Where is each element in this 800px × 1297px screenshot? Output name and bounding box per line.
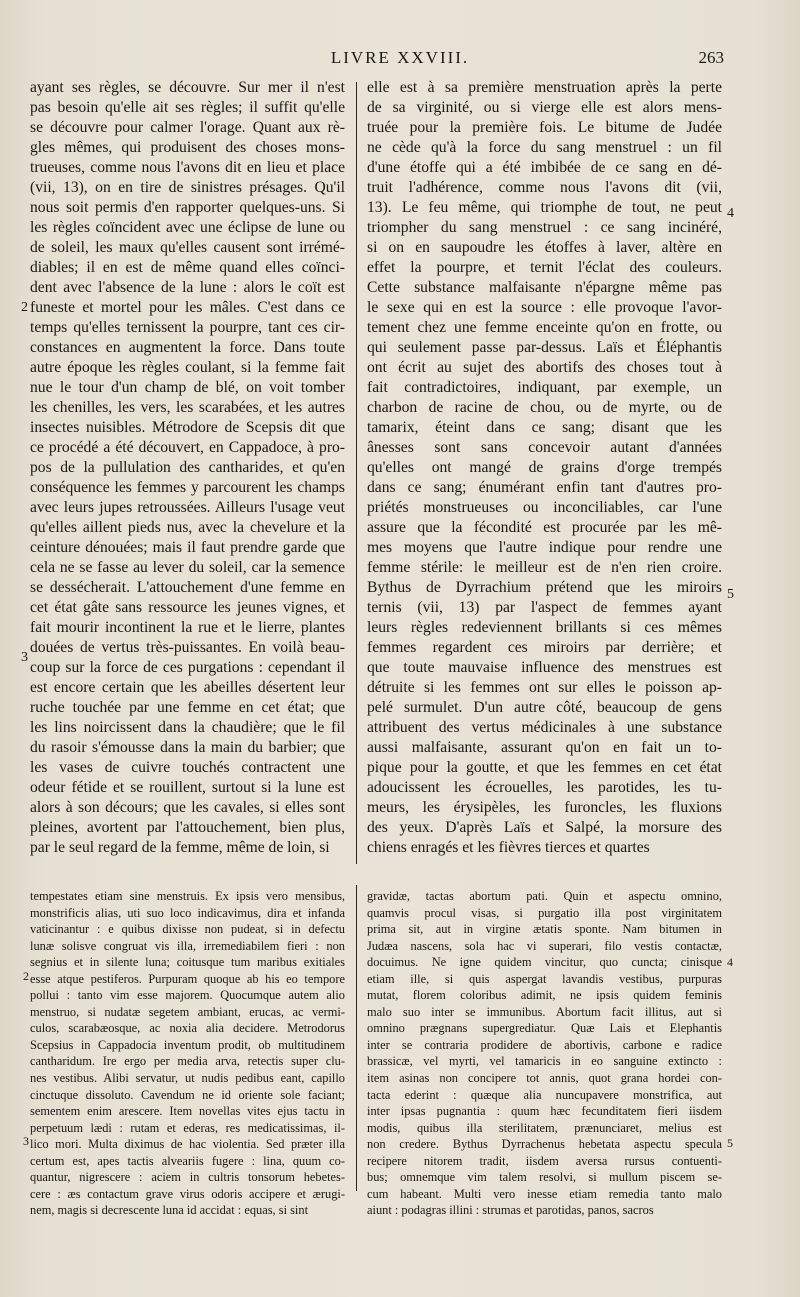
text-line: assure que la fécondité est procurée par les mê- (367, 519, 722, 536)
text-line: ce procédé a été découvert, en Cappadoce, à pro- (30, 439, 345, 456)
text-line: d'une étoffe qui a été imbibée de ce sang en dé- (367, 159, 722, 176)
text-line: menstruo, si nudatæ segetem ambiant, erucas, ac vermi- (30, 1004, 345, 1019)
text-line: cinctuque dissoluto. Cavendum ne id oriente sole faciant; (30, 1087, 345, 1102)
text-line: mutat, florem coloribus adimit, ne ipsis quidem feminis (367, 988, 722, 1003)
text-line: non credere. Bythus Dyrrachenus hebetata aspectu specula (367, 1137, 722, 1152)
text-line: avec leurs jupes retroussées. Ailleurs l'usage veut (30, 499, 345, 516)
section-marker-2: 2 (21, 300, 28, 315)
text-line: attribuent des vertus médicinales à une substance (367, 719, 722, 736)
text-line: monstrificis alias, uti suo loco indicavimus, dira et infanda (30, 905, 345, 920)
text-line: quamvis procul visas, si purgatio illa post virginitatem (367, 905, 722, 920)
text-line: perpetuum lædi : rutam et ederas, res medicatissimas, il- (30, 1120, 345, 1135)
text-line: leurs règles redeviennent brillants si ces mêmes (367, 619, 722, 636)
page-number: 263 (698, 48, 724, 67)
text-line: recipere nitorem tradit, iisdem aversa rursus contuenti- (367, 1153, 722, 1168)
latin-text-right-column (367, 888, 722, 1219)
text-line: 13). Le feu même, qui triomphe de tout, ne peut (367, 199, 722, 216)
text-line: pos de la pullulation des cantharides, et qu'en (30, 459, 345, 476)
section-marker-5: 5 (727, 587, 734, 602)
latin-section-marker-4: 4 (727, 955, 733, 969)
text-line: triompher du sang menstruel : ce sang incinéré, (367, 219, 722, 236)
page-header (0, 48, 800, 74)
text-line: docuimus. Ne igne quidem vincitur, quo cuncta; cinisque (367, 955, 722, 970)
running-title: LIVRE XXVIII. (330, 48, 470, 67)
text-line: femme stérile: le meilleur est de n'en rien croire. (367, 559, 722, 576)
text-line: cum habeant. Multi vero inesse etiam remedia tanto malo (367, 1186, 722, 1201)
text-line: les chenilles, les vers, les scarabées, et les autres (30, 399, 345, 416)
text-line: omnino prægnans supergrediatur. Quæ Lais et Elephantis (367, 1021, 722, 1036)
text-line: qui seulement passe par-dessus. Laïs et Éléphantis (367, 339, 722, 356)
text-line: autre époque les règles coulant, si la femme fait (30, 359, 345, 376)
text-line: chiens enragés et les fièvres tierces et quartes (367, 839, 650, 856)
text-line: dans ce sang; énumérant enfin tant d'autres pro- (367, 479, 722, 496)
text-line: constances en augmentent la force. Dans toute (30, 339, 345, 356)
text-line: ont écrit au sujet des abortifs des choses tout à (367, 359, 722, 376)
text-line: odeur fétide et se rouillent, surtout si la lune est (30, 779, 345, 796)
text-line: brassicæ, vel myrti, vel tamaricis in eo sanguine extincto : (367, 1054, 722, 1069)
text-line: tamarix, éteint dans ce sang; disant que les (367, 419, 722, 436)
column-divider-french (356, 82, 357, 864)
text-line: etiam ille, si quis aspergat lavandis vestibus, purpuras (367, 971, 722, 986)
text-line: se découvre pour calmer l'orage. Quant aux rè- (30, 119, 345, 136)
text-line: de sa virginité, ou si vierge elle est alors mens- (367, 99, 722, 116)
text-line: détruite si les femmes ont sur elles le poisson ap- (367, 679, 722, 696)
text-line: se dessécherait. L'attouchement d'une femme en (30, 579, 345, 596)
text-line: femmes regardent ces miroirs par derrière; et (367, 639, 722, 656)
text-line: segnius et in silente luna; coitusque tum maribus exitiales (30, 955, 345, 970)
text-line: inter ipsas pugnantia : quum hæc fecunditatem fieri iisdem (367, 1104, 722, 1119)
section-marker-4: 4 (727, 206, 734, 221)
text-line: trueuses, comme nous l'avons dit en lieu et place (30, 159, 345, 176)
text-line: le sexe qui en est la source : elle provoque l'avor- (367, 299, 722, 316)
text-line: item asinas non concipere tot annis, quot grana hordei con- (367, 1071, 722, 1086)
text-line: certum est, apes tactis alveariis fugere : lina, quum co- (30, 1153, 345, 1168)
text-line: dent avec l'absence de la lune : alors le coït est (30, 279, 345, 296)
text-line: culos, scarabæosque, ac noxia alia decidere. Metrodorus (30, 1021, 345, 1036)
latin-section-marker-5: 5 (727, 1136, 733, 1150)
text-line: pollui : tanto vim esse majorem. Quocumque autem alio (30, 988, 345, 1003)
text-line: conséquence les femmes y parcourent les champs (30, 479, 345, 496)
text-line: ternis (vii, 13) par l'aspect de femmes ayant (367, 599, 722, 616)
latin-section-marker-2: 2 (23, 969, 29, 983)
text-line: nem, magis si decrescente luna id accidat : equas, si sint (30, 1203, 309, 1218)
text-line: que toute mauvaise influence des menstrues est (367, 659, 722, 676)
text-line: qu'elles ont mangé de grains d'orge trempés (367, 459, 722, 476)
text-line: coup sur la force de ces purgations : cependant il (30, 659, 345, 676)
latin-text-left-column (30, 888, 345, 1219)
text-line: tacta ederint : quæque alia nuncupavere monstrifica, aut (367, 1087, 722, 1102)
text-line: meurs, les érysipèles, les furoncles, les fluxions (367, 799, 722, 816)
text-line: inter se contraria prodidere de abortivis, carbone e radice (367, 1037, 722, 1052)
text-line: sementem enim arescere. Item novellas vites ejus tactu in (30, 1104, 345, 1119)
text-line: charbon de racine de chou, ou de myrte, ou de (367, 399, 722, 416)
text-line: Scepsius in Cappadocia inventum prodit, ob multitudinem (30, 1037, 345, 1052)
text-line: Bythus de Dyrrachium prétend que les miroirs (367, 579, 722, 596)
text-line: les vases de cuivre touchés contractent une (30, 759, 345, 776)
text-line: modis, quibus illa sterilitatem, prænunciaret, melius est (367, 1120, 722, 1135)
text-line: alors à son décours; que les cavales, si elles sont (30, 799, 345, 816)
text-line: est encore certain que les abeilles désertent leur (30, 679, 345, 696)
text-line: les règles coïncident avec une éclipse de lune ou (30, 219, 345, 236)
text-line: Cette substance malfaisante n'épargne même pas (367, 279, 722, 296)
text-line: (vii, 13), on en tire de sinistres présages. Qu'il (30, 179, 345, 196)
text-line: gles mêmes, qui produisent des choses mons- (30, 139, 345, 156)
text-line: adoucissent les écrouelles, les parotides, les tu- (367, 779, 722, 796)
text-line: tement chez une femme enceinte qu'on en frotte, ou (367, 319, 722, 336)
text-line: malo suo inter se immunibus. Abortum facit illitus, aut si (367, 1004, 722, 1019)
text-line: tempestates etiam sine menstruis. Ex ipsis vero mensibus, (30, 889, 345, 903)
text-line: fait mourir incontinent la rue et le lierre, plantes (30, 619, 345, 636)
text-line: Judæa nascens, sola hac vi superari, filo vestis contactæ, (367, 938, 722, 953)
text-line: pas besoin qu'elle ait ses règles; il suffit qu'elle (30, 99, 345, 116)
text-line: vaticinantur : e quibus dixisse non pudeat, si in defectu (30, 922, 345, 937)
text-line: elle est à sa première menstruation après la perte (367, 79, 722, 96)
text-line: du rasoir s'émousse dans la main du barbier; que (30, 739, 345, 756)
text-line: temps qu'elles ternissent la pourpre, tant ces cir- (30, 319, 345, 336)
text-line: insectes nuisibles. Métrodore de Scepsis dit que (30, 419, 345, 436)
text-line: si on en saupoudre les étoffes à laver, altère en (367, 239, 722, 256)
text-line: prima sit, aut in virgine ætatis sponte. Nam bitumen in (367, 922, 722, 937)
text-line: pique pour la goutte, et que les femmes en cet état (367, 759, 722, 776)
text-line: ayant ses règles, se découvre. Sur mer il n'est (30, 79, 345, 96)
text-line: ne cède qu'à la force du sang menstruel : un fil (367, 139, 722, 156)
text-line: pleines, avortent par l'attouchement, bien plus, (30, 819, 345, 836)
text-line: qu'elles aillent pieds nus, avec la chevelure et la (30, 519, 345, 536)
text-line: par le seul regard de la femme, même de loin, si (30, 839, 330, 856)
text-line: nes vestibus. Alibi servatur, ut nudis pedibus eant, capillo (30, 1071, 345, 1086)
text-line: nous soit permis d'en rapporter quelques-uns. Si (30, 199, 345, 216)
text-line: cet état gâte sans ressource les jeunes vignes, et (30, 599, 345, 616)
text-line: douées de vertus très-puissantes. En voilà beau- (30, 639, 345, 656)
text-line: effet la pourpre, et ternit l'éclat des couleurs. (367, 259, 722, 276)
text-line: esse atque pestiferos. Purpuram quoque ab his eo tempore (30, 971, 345, 986)
text-line: fait contradictoires, indiquant, par exemple, un (367, 379, 722, 396)
text-line: truit l'adhérence, comme nous l'avons dit (vii, (367, 179, 722, 196)
text-line: les lins noircissent dans la chaudière; que le fil (30, 719, 345, 736)
text-line: des yeux. D'après Laïs et Salpé, la morsure des (367, 819, 722, 836)
french-text-right-column (367, 78, 722, 858)
text-line: cantharidum. Ire ergo per media arva, retectis super clu- (30, 1054, 345, 1069)
text-line: quantur, nigrescere : aciem in cultris tonsorum hebetes- (30, 1170, 345, 1185)
text-line: cere : æs contactum grave virus odoris accipere et ærugi- (30, 1186, 345, 1201)
text-line: de soleil, les maux qu'elles causent sont irrémé- (30, 239, 345, 256)
text-line: bus; omnemque vim talem resolvi, si mullum piscem se- (367, 1170, 722, 1185)
text-line: mes moyens que l'autre indique pour rendre une (367, 539, 722, 556)
text-line: pelé surmulet. D'un autre côté, beaucoup de gens (367, 699, 722, 716)
section-marker-3: 3 (21, 650, 28, 665)
text-line: ânesses sont sans concevoir autant d'années (367, 439, 722, 456)
text-line: truée pour la première fois. Le bitume de Judée (367, 119, 722, 136)
text-line: aussi malfaisante, assurant qu'on en fait un to- (367, 739, 722, 756)
text-line: diables; il en est de même quand elles coïnci- (30, 259, 345, 276)
text-line: aiunt : podagras illini : strumas et parotidas, panos, sacros (367, 1203, 654, 1218)
text-line: ruche touchée par une femme en cet état; que (30, 699, 345, 716)
text-line: funeste et mortel pour les mâles. C'est dans ce (30, 299, 345, 316)
text-line: nue le tour d'un champ de blé, on voit tomber (30, 379, 345, 396)
column-divider-latin (356, 885, 357, 1191)
text-line: cela ne se fasse au lever du soleil, car la semence (30, 559, 345, 576)
latin-section-marker-3: 3 (23, 1134, 29, 1148)
french-text-left-column (30, 78, 345, 858)
text-line: gravidæ, tactas abortum pati. Quin et aspectu omnino, (367, 889, 722, 903)
text-line: lico mori. Multa diximus de hac violentia. Sed præter illa (30, 1137, 345, 1152)
text-line: priétés monstrueuses ou inconciliables, car l'une (367, 499, 722, 516)
text-line: ceinture dénouées; mais il faut prendre garde que (30, 539, 345, 556)
text-line: lunæ solisve congruat vis illa, irremediabilem fieri : non (30, 938, 345, 953)
